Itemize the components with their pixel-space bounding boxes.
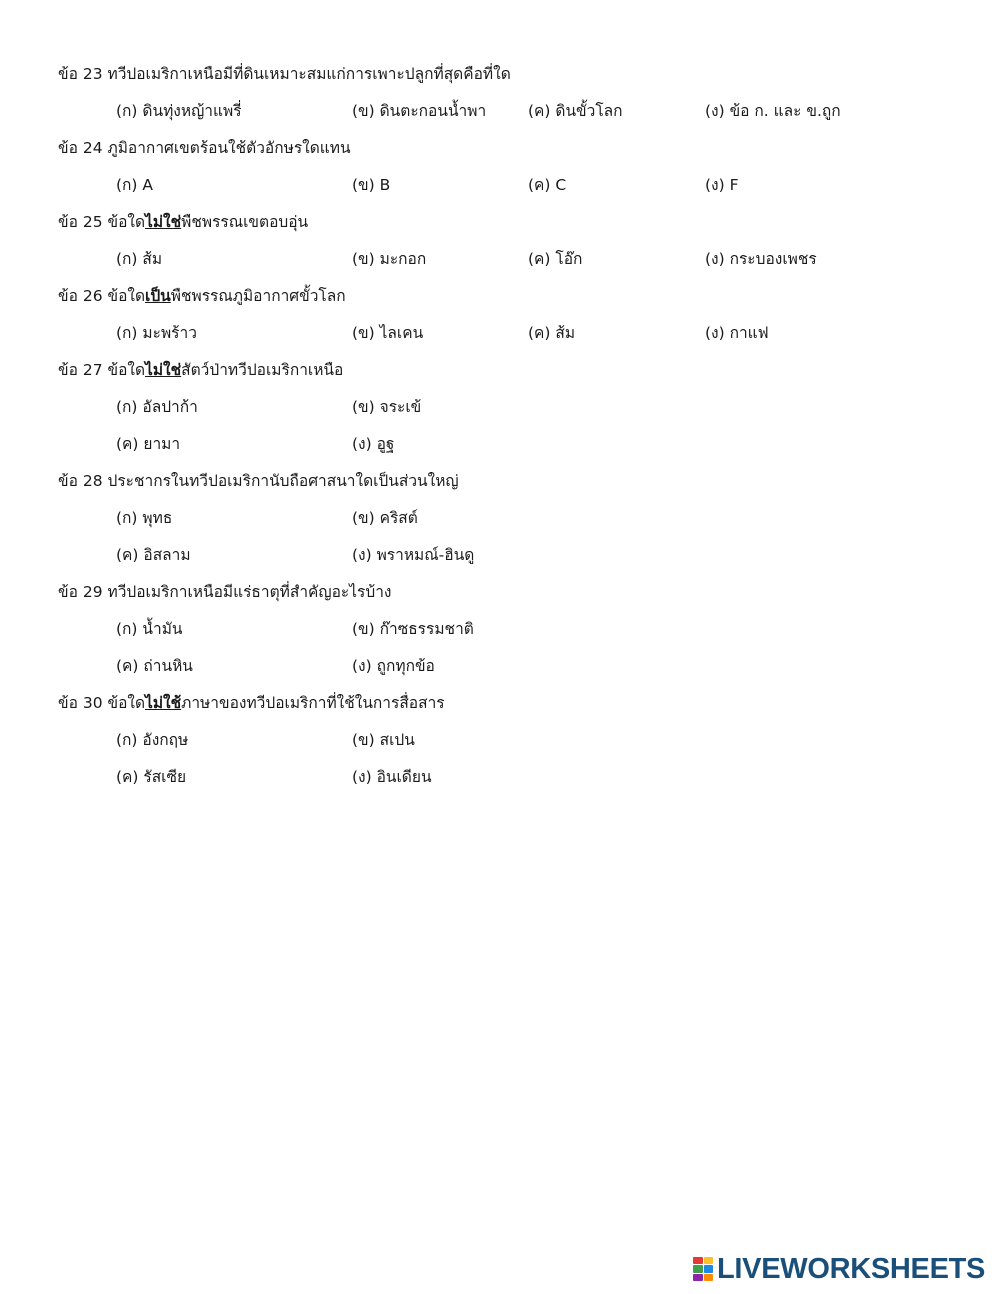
logo-tile-2 — [704, 1257, 714, 1264]
logo-tile-3 — [693, 1265, 703, 1272]
q25-stem-emphasis: ไม่ใช่ — [145, 213, 182, 231]
liveworksheets-logo[interactable] — [693, 1252, 985, 1286]
q27-option-c[interactable]: (ค) ยามา — [116, 435, 181, 453]
q30-option-d[interactable]: (ง) อินเดียน — [352, 768, 432, 786]
q23-option-d[interactable]: (ง) ข้อ ก. และ ข.ถูก — [705, 102, 841, 120]
q24-option-c[interactable]: (ค) C — [528, 176, 567, 194]
q30-stem-prefix: ข้อ 30 ข้อใด — [58, 694, 146, 712]
q27-option-a[interactable]: (ก) อัลปาก้า — [116, 398, 198, 416]
q29-option-a[interactable]: (ก) น้ำมัน — [116, 620, 183, 638]
logo-tile-5 — [693, 1274, 703, 1281]
q26-option-b[interactable]: (ข) ไลเคน — [352, 324, 424, 342]
liveworksheets-logo-icon — [693, 1257, 713, 1281]
question-28-stem: ข้อ 28 ประชากรในทวีปอเมริกานับถือศาสนาใดเป็นส่วนใหญ่ — [58, 472, 459, 490]
q25-option-b[interactable]: (ข) มะกอก — [352, 250, 427, 268]
q30-stem-emphasis: ไม่ใช้ — [145, 694, 182, 712]
q23-option-b[interactable]: (ข) ดินตะกอนน้ำพา — [352, 102, 487, 120]
q24-option-a[interactable]: (ก) A — [116, 176, 154, 194]
q29-option-c[interactable]: (ค) ถ่านหิน — [116, 657, 193, 675]
q28-option-d[interactable]: (ง) พราหมณ์-ฮินดู — [352, 546, 475, 564]
q25-stem-prefix: ข้อ 25 ข้อใด — [58, 213, 146, 231]
question-24-stem: ข้อ 24 ภูมิอากาศเขตร้อนใช้ตัวอักษรใดแทน — [58, 139, 351, 157]
q30-stem-suffix: ภาษาของทวีปอเมริกาที่ใช้ในการสื่อสาร — [181, 694, 445, 712]
q27-option-d[interactable]: (ง) อูฐ — [352, 435, 395, 453]
question-25-stem — [58, 211, 308, 233]
q25-option-d[interactable]: (ง) กระบองเพชร — [705, 250, 817, 268]
q28-option-a[interactable]: (ก) พุทธ — [116, 509, 173, 527]
q26-stem-emphasis: เป็น — [145, 287, 171, 305]
q28-option-c[interactable]: (ค) อิสลาม — [116, 546, 191, 564]
q27-option-b[interactable]: (ข) จระเข้ — [352, 398, 422, 416]
q27-stem-prefix: ข้อ 27 ข้อใด — [58, 361, 146, 379]
q26-stem-suffix: พืชพรรณภูมิอากาศขั้วโลก — [170, 287, 346, 305]
q28-option-b[interactable]: (ข) คริสต์ — [352, 509, 418, 527]
q30-option-a[interactable]: (ก) อังกฤษ — [116, 731, 189, 749]
q25-stem-suffix: พืชพรรณเขตอบอุ่น — [181, 213, 309, 231]
q29-option-d[interactable]: (ง) ถูกทุกข้อ — [352, 657, 435, 675]
q24-option-d[interactable]: (ง) F — [705, 176, 739, 194]
q26-option-a[interactable]: (ก) มะพร้าว — [116, 324, 197, 342]
q30-option-b[interactable]: (ข) สเปน — [352, 731, 415, 749]
q25-option-c[interactable]: (ค) โอ๊ก — [528, 250, 583, 268]
q23-option-a[interactable]: (ก) ดินทุ่งหญ้าแพรี่ — [116, 102, 242, 120]
logo-tile-4 — [704, 1265, 714, 1272]
question-26-stem — [58, 285, 346, 307]
q26-option-d[interactable]: (ง) กาแฟ — [705, 324, 769, 342]
q26-stem-prefix: ข้อ 26 ข้อใด — [58, 287, 146, 305]
logo-tile-1 — [693, 1257, 703, 1264]
q27-stem-emphasis: ไม่ใช่ — [145, 361, 182, 379]
logo-wordmark: LIVEWORKSHEETS — [717, 1252, 986, 1285]
q27-stem-suffix: สัตว์ป่าทวีปอเมริกาเหนือ — [181, 361, 344, 379]
q23-option-c[interactable]: (ค) ดินขั้วโลก — [528, 102, 623, 120]
q24-option-b[interactable]: (ข) B — [352, 176, 391, 194]
question-30-stem — [58, 692, 445, 714]
q29-option-b[interactable]: (ข) ก๊าซธรรมชาติ — [352, 620, 474, 638]
q30-option-c[interactable]: (ค) รัสเซีย — [116, 768, 187, 786]
logo-tile-6 — [704, 1274, 714, 1281]
q25-option-a[interactable]: (ก) ส้ม — [116, 250, 163, 268]
q26-option-c[interactable]: (ค) ส้ม — [528, 324, 576, 342]
question-29-stem: ข้อ 29 ทวีปอเมริกาเหนือมีแร่ธาตุที่สำคัญอะไรบ้าง — [58, 583, 392, 601]
question-27-stem — [58, 359, 343, 381]
question-23-stem: ข้อ 23 ทวีปอเมริกาเหนือมีที่ดินเหมาะสมแก่การเพาะปลูกที่สุดคือที่ใด — [58, 65, 511, 83]
